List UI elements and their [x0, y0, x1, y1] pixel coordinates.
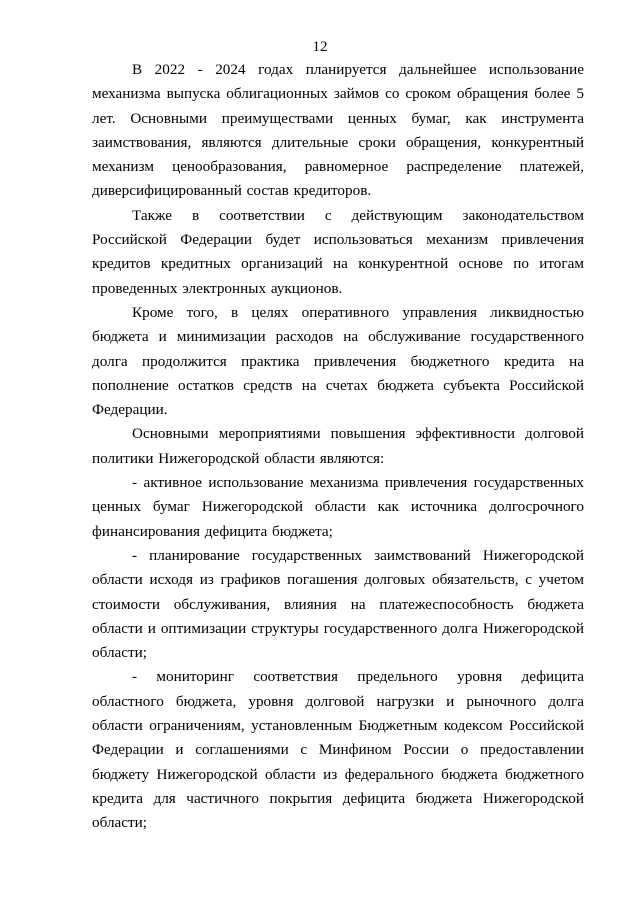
list-item-borrowing-planning: - планирование государственных заимствований Нижегородской области исходя из графиков погашения долговых обязательств, с учетом стоимости обслуживания, влияния на платежеспособность бюджета области и оптимизации структуры государственного долга Нижегородской области;	[92, 546, 584, 662]
paragraph-liquidity-management: Кроме того, в целях оперативного управления ликвидностью бюджета и минимизации расходов на обслуживание государственного долга продолжится практика привлечения бюджетного кредита на пополнение остатков средств на счетах бюджета субъекта Российской Федерации.	[92, 303, 584, 419]
page-number: 12	[312, 39, 328, 55]
document-body	[92, 58, 584, 836]
paragraph-bank-loans: Также в соответствии с действующим законодательством Российской Федерации будет использоваться механизм привлечения кредитов кредитных организаций на конкурентной основе по итогам проведенных электронных аукционов.	[92, 206, 584, 297]
list-item-securities: - активное использование механизма привлечения государственных ценных бумаг Нижегородской области как источника долгосрочного финансирования дефицита бюджета;	[92, 474, 584, 540]
paragraph-main-measures: Основными мероприятиями повышения эффективности долговой политики Нижегородской области являются:	[92, 425, 584, 467]
list-item-deficit-monitoring: - мониторинг соответствия предельного уровня дефицита областного бюджета, уровня долговой нагрузки и рыночного долга области ограничениям, установленным Бюджетным кодексом Российской Федерации и соглашениями с Минфином России о предоставлении бюджету Нижегородской области из федерального бюджета бюджетного кредита для частичного покрытия дефицита бюджета Нижегородской области;	[92, 668, 584, 832]
paragraph-bond-issuance: В 2022 - 2024 годах планируется дальнейшее использование механизма выпуска облигационных займов со сроком обращения более 5 лет. Основными преимуществами ценных бумаг, как инструмента заимствования, являются длительные сроки обращения, конкурентный механизм ценообразования, равномерное распределение платежей, диверсифицированный состав кредиторов.	[92, 61, 584, 200]
